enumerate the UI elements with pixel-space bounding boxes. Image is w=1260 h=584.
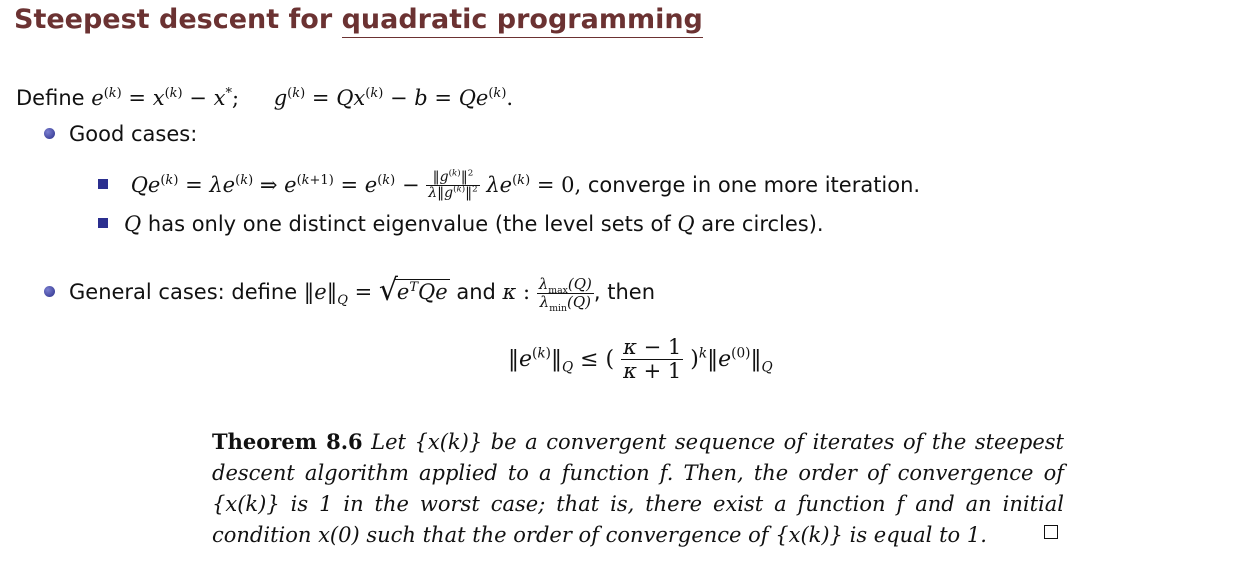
define-line [16,86,513,110]
sqrt-expression: √ $e^TQe$ [378,273,448,308]
good-cases-item [44,122,197,146]
good-case-1-rhs: $\lambda e^{(k)} = 0$, [486,172,582,197]
q-symbol: Q [124,212,142,236]
round-bullet-icon [44,128,55,139]
good-case-1-lhs: $Qe^{(k)} = \lambda e^{(k)}$ ⇒ $e^{(k+1)} = e^{(k)}$ − [130,172,420,197]
good-case-1-fraction: $\frac{‖g^{(k)}‖^2}{\lambda‖g^{(k)}‖^2}$ [428,168,478,202]
theorem-label: Theorem 8.6 [212,429,363,454]
square-bullet-icon [98,179,108,189]
then-word: , then [593,280,656,304]
square-bullet-icon [98,218,108,228]
general-cases-label: General cases: define [69,280,298,304]
good-case-2 [98,212,824,236]
theorem-block [212,426,1064,551]
title-prefix: Steepest descent for [14,4,342,35]
qed-box-icon [1044,525,1058,539]
good-case-2-text1: has only one distinct eigenvalue (the level sets of [141,212,678,236]
kappa-def: κ : [502,280,531,304]
good-case-2-text2: are circles). [694,212,824,236]
convergence-inequality [508,336,773,383]
good-case-1 [98,170,920,202]
inequality-rhs: )$^k‖e^{(0)}‖_Q$ [690,345,773,375]
norm-def: $‖e‖_Q$ = [303,280,373,309]
inequality-fraction: $\frac{\kappa - 1}{\kappa + 1}$ [623,335,682,384]
define-part1: $e^{(k)} = x^{(k)} - x^*$; [91,86,240,110]
general-cases-item [44,273,656,314]
define-label: Define [16,86,85,110]
inequality-lhs: $‖e^{(k)}‖_Q$ ≤ ( [508,345,615,375]
good-case-1-text: converge in one more iteration. [581,172,921,197]
round-bullet-icon [44,286,55,297]
good-cases-label: Good cases: [69,122,198,146]
q-symbol-2: Q [677,212,695,236]
slide-title [14,4,703,35]
theorem-text: Let {x(k)} be a convergent sequence of iterates of the steepest descent algorithm applied to a function f. Then, the order of convergence of {x(k)} is 1 in the worst case; that is, there exist a function f and an initial condition x(0) such that the order of convergence of {x(k)} is equal to 1. [212,430,1064,547]
and-word: and [456,280,503,304]
title-underlined: quadratic programming [342,4,703,38]
define-part2: $g^{(k)} = Qx^{(k)} - b = Qe^{(k)}$. [273,86,514,110]
kappa-fraction: $\frac{\lambda_{max}(Q)}{\lambda_{min}(Q)}$ [538,275,592,314]
